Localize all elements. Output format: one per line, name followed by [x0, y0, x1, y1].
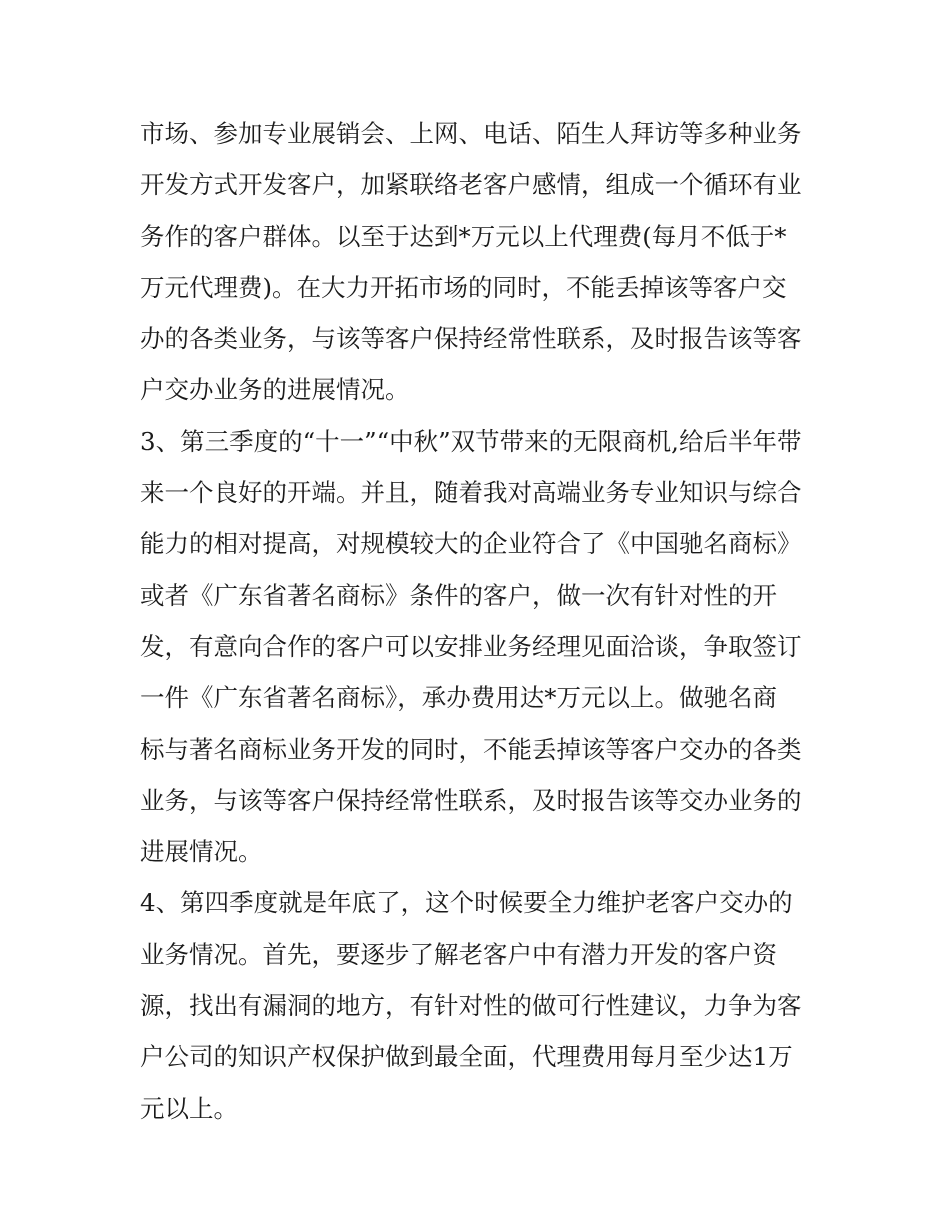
- text-line: 进展情况。: [140, 837, 263, 867]
- text-line: 标与著名商标业务开发的同时，不能丢掉该等客户交办的各类: [140, 734, 802, 764]
- text-line: 业务，与该等客户保持经常性联系，及时报告该等交办业务的: [140, 785, 802, 815]
- text-line: 源，找出有漏洞的地方，有针对性的做可行性建议，力争为客: [140, 991, 802, 1021]
- text-line: 一件《广东省著名商标》，承办费用达*万元以上。做驰名商: [140, 683, 777, 713]
- text-line: 来一个良好的开端。并且，随着我对高端业务专业知识与综合: [140, 478, 802, 508]
- text-line: 发，有意向合作的客户可以安排业务经理见面洽谈，争取签订: [140, 631, 802, 661]
- text-line: 开发方式开发客户，加紧联络老客户感情，组成一个循环有业: [140, 170, 802, 200]
- text-line: 能力的相对提高，对规模较大的企业符合了《中国驰名商标》: [140, 529, 802, 559]
- text-line: 务作的客户群体。以至于达到*万元以上代理费(每月不低于*: [140, 221, 787, 251]
- text-line: 4、第四季度就是年底了，这个时候要全力维护老客户交办的: [140, 888, 793, 918]
- text-line: 业务情况。首先，要逐步了解老客户中有潜力开发的客户资: [140, 939, 777, 969]
- text-line: 元以上。: [140, 1093, 238, 1123]
- text-line: 或者《广东省著名商标》条件的客户，做一次有针对性的开: [140, 580, 777, 610]
- text-line: 万元代理费)。在大力开拓市场的同时，不能丢掉该等客户交: [140, 272, 787, 302]
- text-line: 户交办业务的进展情况。: [140, 375, 410, 405]
- text-line: 户公司的知识产权保护做到最全面，代理费用每月至少达1万: [140, 1042, 793, 1072]
- body-text: [140, 108, 820, 1134]
- text-line: 市场、参加专业展销会、上网、电话、陌生人拜访等多种业务: [140, 119, 802, 148]
- text-line: 办的各类业务，与该等客户保持经常性联系，及时报告该等客: [140, 324, 802, 354]
- text-line: 3、第三季度的“十一”“中秋”双节带来的无限商机,给后半年带: [140, 426, 802, 456]
